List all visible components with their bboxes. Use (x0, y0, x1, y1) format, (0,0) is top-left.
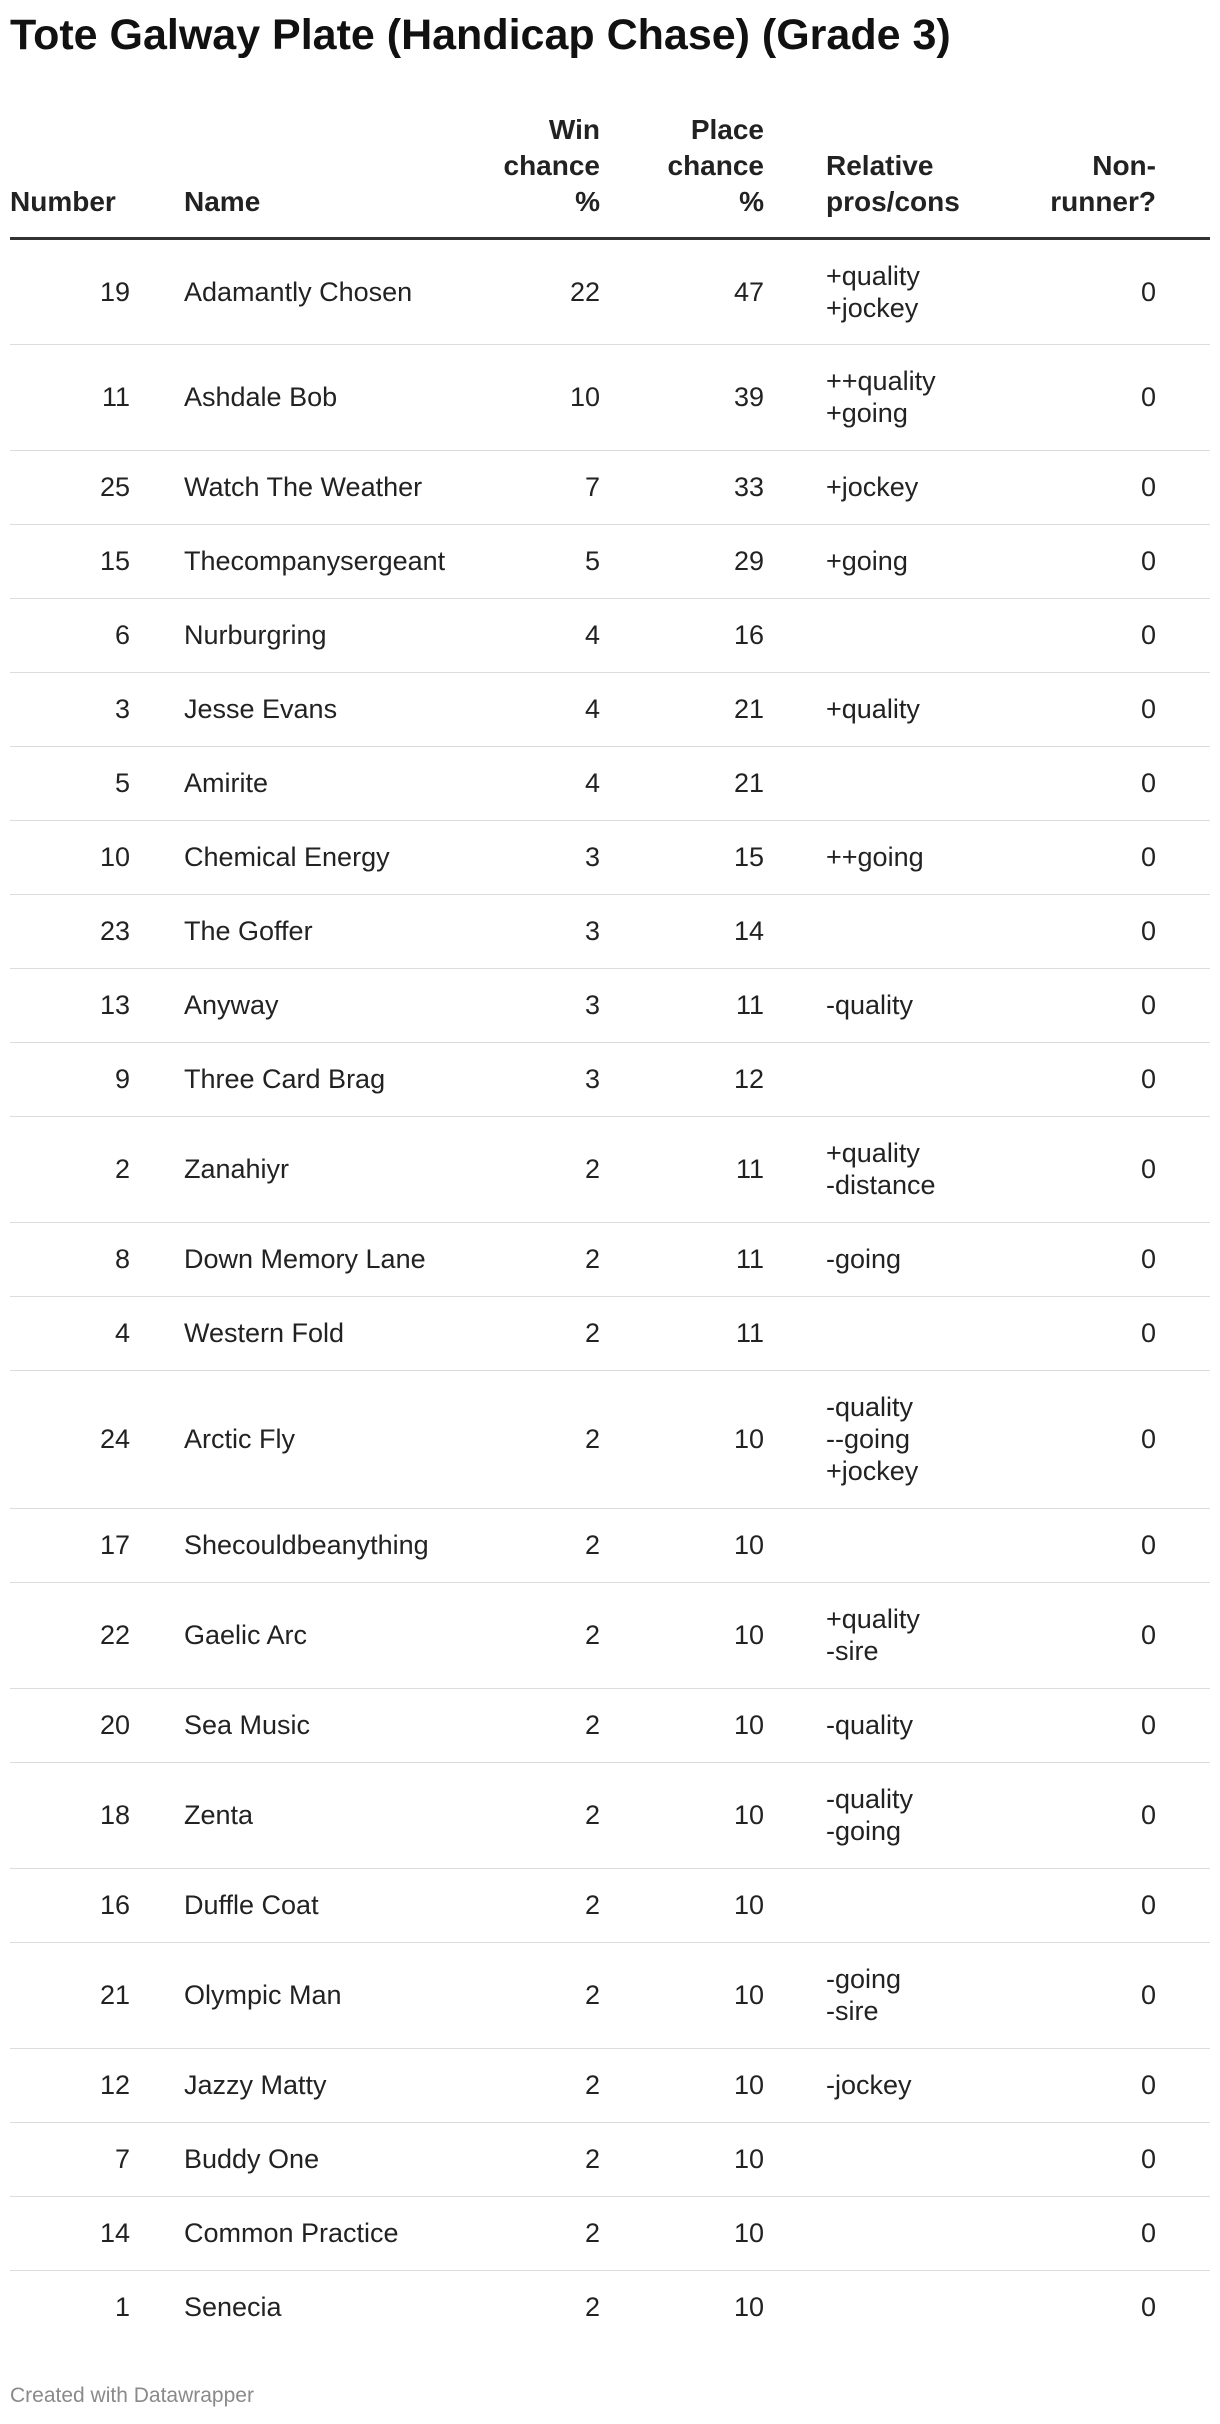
cell-relative-pros-cons (774, 672, 970, 746)
table-header-row (10, 108, 1210, 238)
cell-number: 10 (10, 820, 184, 894)
cell-name: Down Memory Lane (184, 1222, 444, 1296)
cell-place-chance: 33 (610, 450, 774, 524)
cell-win-chance: 2 (444, 1868, 610, 1942)
cell-name: Thecompanysergeant (184, 524, 444, 598)
cell-number: 11 (10, 344, 184, 450)
cell-place-chance: 10 (610, 1582, 774, 1688)
cell-number: 8 (10, 1222, 184, 1296)
table-row (10, 2048, 1210, 2122)
cell-relative-pros-cons (774, 1688, 970, 1762)
table-row (10, 450, 1210, 524)
cell-non-runner: 0 (970, 1296, 1210, 1370)
cell-relative-pros-cons (774, 820, 970, 894)
cell-relative-pros-cons (774, 1868, 970, 1942)
cell-win-chance: 2 (584, 2292, 600, 2323)
cell-number: 12 (10, 2048, 184, 2122)
table-row (10, 598, 1210, 672)
cell-number: 17 (10, 1508, 184, 1582)
cell-win-chance: 2 (444, 1370, 610, 1508)
cell-name: Western Fold (184, 1296, 444, 1370)
cell-non-runner: 0 (970, 238, 1210, 344)
cell-win-chance: 2 (444, 1688, 610, 1762)
cell-relative-pros-cons (774, 746, 970, 820)
cell-number: 3 (10, 672, 184, 746)
relative-factor: -quality (826, 1710, 914, 1740)
relative-factor: +going (826, 398, 908, 428)
cell-win-chance: 7 (444, 450, 610, 524)
cell-relative-pros-cons (774, 1762, 970, 1868)
cell-non-runner: 0 (970, 2196, 1210, 2270)
cell-number: 22 (10, 1582, 184, 1688)
cell-place-chance: 21 (610, 746, 774, 820)
relative-factor: +going (826, 546, 908, 576)
relative-factor: -sire (826, 1636, 879, 1666)
cell-non-runner: 0 (970, 1116, 1210, 1222)
relative-factor: -quality (826, 1392, 914, 1422)
cell-win-chance: 3 (444, 820, 610, 894)
cell-non-runner: 0 (970, 1582, 1210, 1688)
relative-factor: +jockey (826, 1456, 919, 1486)
column-header-win-chance[interactable] (444, 108, 610, 238)
cell-win-chance: 2 (444, 1222, 610, 1296)
cell-non-runner: 0 (970, 450, 1210, 524)
cell-place-chance: 10 (610, 1942, 774, 2048)
cell-win-chance: 10 (444, 344, 610, 450)
cell-place-chance: 12 (610, 1042, 774, 1116)
cell-name: Jazzy Matty (184, 2048, 444, 2122)
cell-win-chance: 2 (444, 1508, 610, 1582)
cell-name: Chemical Energy (184, 820, 444, 894)
cell-number: 9 (10, 1042, 184, 1116)
cell-name: Buddy One (184, 2122, 444, 2196)
relative-factor: ++going (826, 842, 924, 872)
cell-number: 7 (10, 2122, 184, 2196)
column-header-relative-line-1: Relative (826, 149, 934, 181)
cell-relative-pros-cons (774, 1508, 970, 1582)
table-row (10, 238, 1210, 344)
cell-non-runner: 0 (970, 1688, 1210, 1762)
cell-place-chance: 11 (610, 968, 774, 1042)
relative-factor: -going (826, 1816, 902, 1846)
cell-place-chance: 10 (733, 2292, 764, 2323)
relative-factor: -distance (826, 1170, 936, 1200)
cell-non-runner: 0 (1140, 2292, 1156, 2323)
cell-name: Gaelic Arc (184, 1582, 444, 1688)
relative-factor: -going (826, 1964, 902, 1994)
cell-win-chance: 2 (444, 1582, 610, 1688)
cell-name: Shecouldbeanything (184, 1508, 444, 1582)
column-header-name-line: Name (184, 185, 261, 217)
cell-number: 2 (10, 1116, 184, 1222)
column-header-win-line-1: Win (548, 113, 600, 145)
cell-number: 4 (10, 1296, 184, 1370)
table-row (10, 1868, 1210, 1942)
cell-relative-pros-cons (774, 1296, 970, 1370)
cell-place-chance: 15 (610, 820, 774, 894)
cell-name: Zenta (184, 1762, 444, 1868)
cell-number: 21 (10, 1942, 184, 2048)
cell-name: Arctic Fly (184, 1370, 444, 1508)
table-row (10, 1582, 1210, 1688)
cell-place-chance: 11 (610, 1296, 774, 1370)
column-header-place-chance[interactable] (610, 108, 774, 238)
cell-name: Watch The Weather (184, 450, 444, 524)
table-row (10, 1222, 1210, 1296)
cell-non-runner: 0 (970, 598, 1210, 672)
cell-number: 14 (10, 2196, 184, 2270)
cell-win-chance: 3 (444, 968, 610, 1042)
column-header-win-line-3: % (575, 185, 600, 217)
cell-relative-pros-cons (774, 1370, 970, 1508)
cell-number: 5 (10, 746, 184, 820)
cell-number: 16 (10, 1868, 184, 1942)
cell-non-runner: 0 (970, 746, 1210, 820)
cell-win-chance: 2 (444, 2048, 610, 2122)
cell-place-chance: 16 (610, 598, 774, 672)
cell-relative-pros-cons (774, 2270, 970, 2344)
cell-name: Adamantly Chosen (184, 238, 444, 344)
cell-name: Olympic Man (184, 1942, 444, 2048)
relative-factor: +jockey (826, 472, 919, 502)
relative-factor: +quality (826, 1604, 920, 1634)
cell-name: The Goffer (184, 894, 444, 968)
cell-place-chance: 10 (610, 1508, 774, 1582)
cell-non-runner: 0 (970, 1222, 1210, 1296)
data-table (10, 108, 1210, 2344)
table-row (10, 2196, 1210, 2270)
cell-number: 23 (10, 894, 184, 968)
cell-relative-pros-cons (774, 2048, 970, 2122)
cell-win-chance: 2 (444, 1762, 610, 1868)
cell-relative-pros-cons (774, 1222, 970, 1296)
cell-name: Nurburgring (184, 598, 444, 672)
cell-relative-pros-cons (774, 2196, 970, 2270)
cell-place-chance: 10 (610, 1762, 774, 1868)
cell-relative-pros-cons (774, 894, 970, 968)
cell-place-chance: 10 (610, 1370, 774, 1508)
cell-place-chance: 11 (610, 1116, 774, 1222)
cell-name: Duffle Coat (184, 1868, 444, 1942)
cell-non-runner: 0 (970, 968, 1210, 1042)
cell-non-runner: 0 (970, 1370, 1210, 1508)
column-header-win-line-2: chance (503, 149, 600, 181)
cell-win-chance: 4 (444, 746, 610, 820)
relative-factor: +jockey (826, 292, 919, 323)
relative-factor: +quality (826, 1138, 920, 1168)
column-header-relative-line-2: pros/cons (826, 185, 960, 217)
cell-name: Sea Music (184, 1688, 444, 1762)
cell-number: 18 (10, 1762, 184, 1868)
cell-number: 25 (10, 450, 184, 524)
column-header-relative-pros-cons[interactable] (774, 108, 970, 238)
cell-non-runner: 0 (970, 344, 1210, 450)
table-row (10, 2122, 1210, 2196)
table-row (10, 1688, 1210, 1762)
table-row (10, 1942, 1210, 2048)
column-header-place-line-3: % (739, 185, 764, 217)
cell-name: Jesse Evans (184, 672, 444, 746)
chart-title: Tote Galway Plate (Handicap Chase) (Grade 3) (10, 11, 951, 59)
cell-place-chance: 10 (610, 1868, 774, 1942)
table-row (10, 1508, 1210, 1582)
cell-win-chance: 2 (444, 1116, 610, 1222)
cell-name: Three Card Brag (184, 1042, 444, 1116)
cell-non-runner: 0 (970, 820, 1210, 894)
column-header-number[interactable] (10, 108, 184, 238)
cell-relative-pros-cons (774, 1942, 970, 2048)
cell-number: 20 (10, 1688, 184, 1762)
cell-relative-pros-cons (774, 238, 970, 344)
cell-relative-pros-cons (774, 450, 970, 524)
cell-win-chance: 2 (444, 1942, 610, 2048)
cell-place-chance: 10 (610, 1688, 774, 1762)
cell-win-chance: 2 (444, 2122, 610, 2196)
cell-non-runner: 0 (970, 1942, 1210, 2048)
cell-win-chance: 2 (444, 1296, 610, 1370)
cell-non-runner: 0 (970, 1508, 1210, 1582)
footer-credit: Created with Datawrapper (10, 2384, 254, 2407)
cell-name: Anyway (184, 968, 444, 1042)
relative-factor: -quality (826, 990, 914, 1020)
table-row (10, 1296, 1210, 1370)
table-row (10, 672, 1210, 746)
table-row (10, 2270, 1210, 2344)
cell-number: 19 (10, 238, 184, 344)
table-row (10, 1042, 1210, 1116)
column-header-non-runner[interactable] (970, 108, 1210, 238)
cell-win-chance: 2 (444, 2196, 610, 2270)
relative-factor: --going (826, 1424, 911, 1454)
cell-relative-pros-cons (774, 524, 970, 598)
relative-factor: +quality (826, 260, 920, 291)
cell-non-runner: 0 (970, 672, 1210, 746)
column-header-nonrunner-line-1: Non- (1092, 149, 1156, 181)
cell-relative-pros-cons (774, 1116, 970, 1222)
table-row (10, 968, 1210, 1042)
cell-relative-pros-cons (774, 1582, 970, 1688)
table-row (10, 820, 1210, 894)
cell-number: 13 (10, 968, 184, 1042)
table-row (10, 746, 1210, 820)
cell-win-chance: 3 (444, 894, 610, 968)
table-row (10, 894, 1210, 968)
cell-non-runner: 0 (970, 524, 1210, 598)
cell-non-runner: 0 (970, 2122, 1210, 2196)
cell-place-chance: 10 (610, 2122, 774, 2196)
cell-non-runner: 0 (970, 2048, 1210, 2122)
relative-factor: -jockey (826, 2070, 912, 2100)
cell-place-chance: 10 (610, 2048, 774, 2122)
cell-name: Zanahiyr (184, 1116, 444, 1222)
table-row (10, 524, 1210, 598)
table-row (10, 1762, 1210, 1868)
cell-win-chance: 22 (444, 238, 610, 344)
cell-place-chance: 21 (610, 672, 774, 746)
cell-non-runner: 0 (970, 894, 1210, 968)
cell-place-chance: 10 (610, 2196, 774, 2270)
cell-number: 6 (10, 598, 184, 672)
cell-non-runner: 0 (970, 1868, 1210, 1942)
cell-name: Common Practice (184, 2196, 444, 2270)
cell-name: Senecia (184, 2292, 282, 2323)
cell-number: 15 (10, 524, 184, 598)
cell-win-chance: 3 (444, 1042, 610, 1116)
cell-relative-pros-cons (774, 598, 970, 672)
cell-relative-pros-cons (774, 344, 970, 450)
cell-win-chance: 4 (444, 672, 610, 746)
column-header-nonrunner-line-2: runner? (1050, 185, 1156, 217)
cell-place-chance: 11 (610, 1222, 774, 1296)
cell-place-chance: 39 (610, 344, 774, 450)
cell-win-chance: 5 (444, 524, 610, 598)
column-header-number-line: Number (10, 185, 116, 217)
table-row (10, 344, 1210, 450)
cell-relative-pros-cons (774, 968, 970, 1042)
column-header-place-line-2: chance (667, 149, 764, 181)
relative-factor: +quality (826, 694, 920, 724)
relative-factor: -sire (826, 1996, 879, 2026)
cell-name: Amirite (184, 746, 444, 820)
table-body (10, 238, 1210, 2344)
relative-factor: ++quality (826, 366, 936, 396)
cell-relative-pros-cons (774, 2122, 970, 2196)
relative-factor: -going (826, 1244, 902, 1274)
cell-non-runner: 0 (970, 1042, 1210, 1116)
column-header-name[interactable] (184, 108, 444, 238)
relative-factor: -quality (826, 1784, 914, 1814)
table-row (10, 1116, 1210, 1222)
cell-win-chance: 4 (444, 598, 610, 672)
cell-place-chance: 14 (610, 894, 774, 968)
cell-place-chance: 47 (610, 238, 774, 344)
cell-place-chance: 29 (610, 524, 774, 598)
cell-number: 1 (114, 2292, 130, 2323)
cell-relative-pros-cons (774, 1042, 970, 1116)
column-header-place-line-1: Place (690, 113, 764, 145)
cell-name: Ashdale Bob (184, 344, 444, 450)
cell-non-runner: 0 (970, 1762, 1210, 1868)
table-row (10, 1370, 1210, 1508)
cell-number: 24 (10, 1370, 184, 1508)
